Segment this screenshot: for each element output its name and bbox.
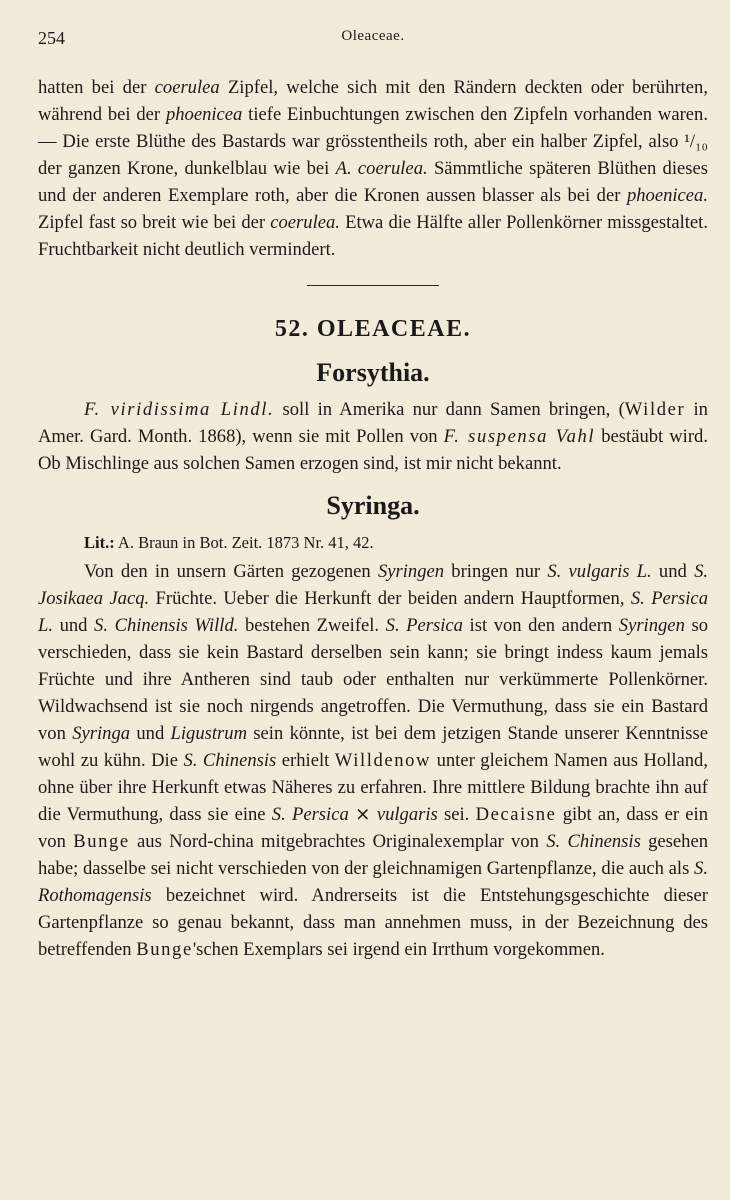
text-run: und [651, 561, 695, 582]
text-run: bezeichnet wird. Andrerseits ist die Entstehungsgeschichte dieser Gartenpflanze so genau bekannt, dass man annehmen muss, in der Bezeichnung des betreffenden [38, 885, 708, 960]
species-name: coerulea [154, 77, 220, 98]
genus-heading-syringa: Syringa. [326, 491, 420, 520]
text-run: Sämmtliche späteren Blüthen dieses und der anderen Exemplare roth, aber die Kronen aussen blasser als bei der [38, 158, 708, 206]
page-number: 254 [38, 28, 65, 48]
species-name: Syringen [618, 615, 685, 636]
species-name: S. Persica L. [38, 588, 708, 636]
literature-reference [38, 529, 708, 556]
text-run: Früchte. Ueber die Herkunft der beiden andern Hauptformen, [149, 588, 631, 609]
text-run: aus Nord-china mitgebrachtes Originalexemplar von [129, 831, 547, 852]
literature-text: A. Braun in Bot. Zeit. 1873 Nr. 41, 42. [114, 533, 374, 552]
text-run: soll in Amerika nur dann Samen bringen, ( [274, 399, 625, 420]
text-run: hatten bei der [38, 77, 155, 98]
text-run: gesehen habe; dasselbe sei nicht verschieden von der gleichnamigen Gartenpflanze, die auch als [38, 831, 708, 879]
species-name: F. suspensa Vahl [443, 426, 596, 447]
forsythia-paragraph [38, 396, 708, 477]
page-header [38, 28, 708, 52]
species-name: A. coerulea. [335, 158, 428, 179]
species-name: F. viridissima Lindl. [84, 399, 275, 420]
text-run: sei. [437, 804, 476, 825]
species-name: Syringen [377, 561, 445, 582]
author-name: Decaisne [475, 804, 557, 825]
species-name: phoenicea. [626, 185, 708, 206]
literature-label: Lit.: [84, 533, 115, 552]
species-name: S. Rothomagensis [38, 858, 708, 906]
text-run: und [130, 723, 171, 744]
text-run: bringen nur [444, 561, 548, 582]
text-run: Von den in unsern Gärten gezogenen [84, 561, 378, 582]
author-name: Bunge [73, 831, 130, 852]
species-name: S. Persica [385, 615, 463, 636]
text-run: und [53, 615, 95, 636]
hybrid-sign: ⨯ [348, 804, 377, 825]
species-name: phoenicea [165, 104, 243, 125]
species-name: S. Josikaea Jacq. [38, 561, 709, 609]
text-run: Zipfel, welche sich mit den Rändern deckten oder berührten, während bei der [38, 77, 708, 125]
text-run: Etwa die Hälfte aller Pollenkörner missgestaltet. Fruchtbarkeit nicht deutlich vermindert. [38, 212, 708, 260]
text-run: unter gleichem Namen aus Holland, ohne über ihre Herkunft etwas Näheres zu erfahren. Ihre mittlere Bildung brachte ihn auf die Vermuthung, dass sie eine [38, 750, 709, 825]
section-title: 52. OLEACEAE. [274, 316, 472, 342]
section-divider [307, 285, 439, 286]
species-name: Ligustrum [170, 723, 248, 744]
text-run: in Amer. Gard. Month. 1868), wenn sie mit Pollen von [38, 399, 708, 447]
species-name: S. Chinensis [183, 750, 277, 771]
species-name: S. Chinensis Willd. [94, 615, 239, 636]
text-run: erhielt [276, 750, 335, 771]
continued-paragraph [38, 74, 708, 263]
species-name: vulgaris [376, 804, 438, 825]
running-title: Oleaceae. [341, 28, 405, 44]
text-run: bestehen Zweifel. [238, 615, 386, 636]
page-body [38, 74, 708, 963]
text-run: gibt an, dass er ein von [38, 804, 708, 852]
text-run: Zipfel fast so breit wie bei der [38, 212, 271, 233]
species-name: coerulea. [270, 212, 340, 233]
text-run: sein könnte, ist bei dem jetzigen Stande unserer Kenntnisse wohl zu kühn. Die [38, 723, 709, 771]
species-name: Syringa [72, 723, 131, 744]
text-run: ist von den andern [462, 615, 619, 636]
text-run: tiefe Einbuchtungen zwischen den Zipfeln vorhanden waren. — Die erste Blüthe des Bastards war grösstentheils roth, aber ein halber Zipfel, also ¹/₁₀ der ganzen Krone, dunkelblau wie bei [38, 104, 708, 179]
text-run: so verschieden, dass sie kein Bastard derselben sein kann; sie bringt indess kaum jemals Früchte und ihre Antheren sind taub oder enthalten nur verkümmerte Pollenkörner. Wildwachsend ist sie noch nirgends angetroffen. Die Vermuthung, dass sie ein Bastard von [38, 615, 708, 744]
author-name: Wilder [624, 399, 686, 420]
species-name: S. Chinensis [546, 831, 641, 852]
genus-heading-forsythia: Forsythia. [316, 358, 430, 387]
text-run: bestäubt wird. Ob Mischlinge aus solchen Samen erzogen sind, ist mir nicht bekannt. [38, 426, 708, 474]
text-run: 'schen Exemplars sei irgend ein Irrthum vorgekommen. [192, 939, 605, 960]
author-name: Bunge [136, 939, 193, 960]
species-name: S. Persica [271, 804, 349, 825]
author-name: Willdenow [334, 750, 432, 771]
syringa-paragraph [38, 558, 708, 963]
species-name: S. vulgaris L. [547, 561, 652, 582]
